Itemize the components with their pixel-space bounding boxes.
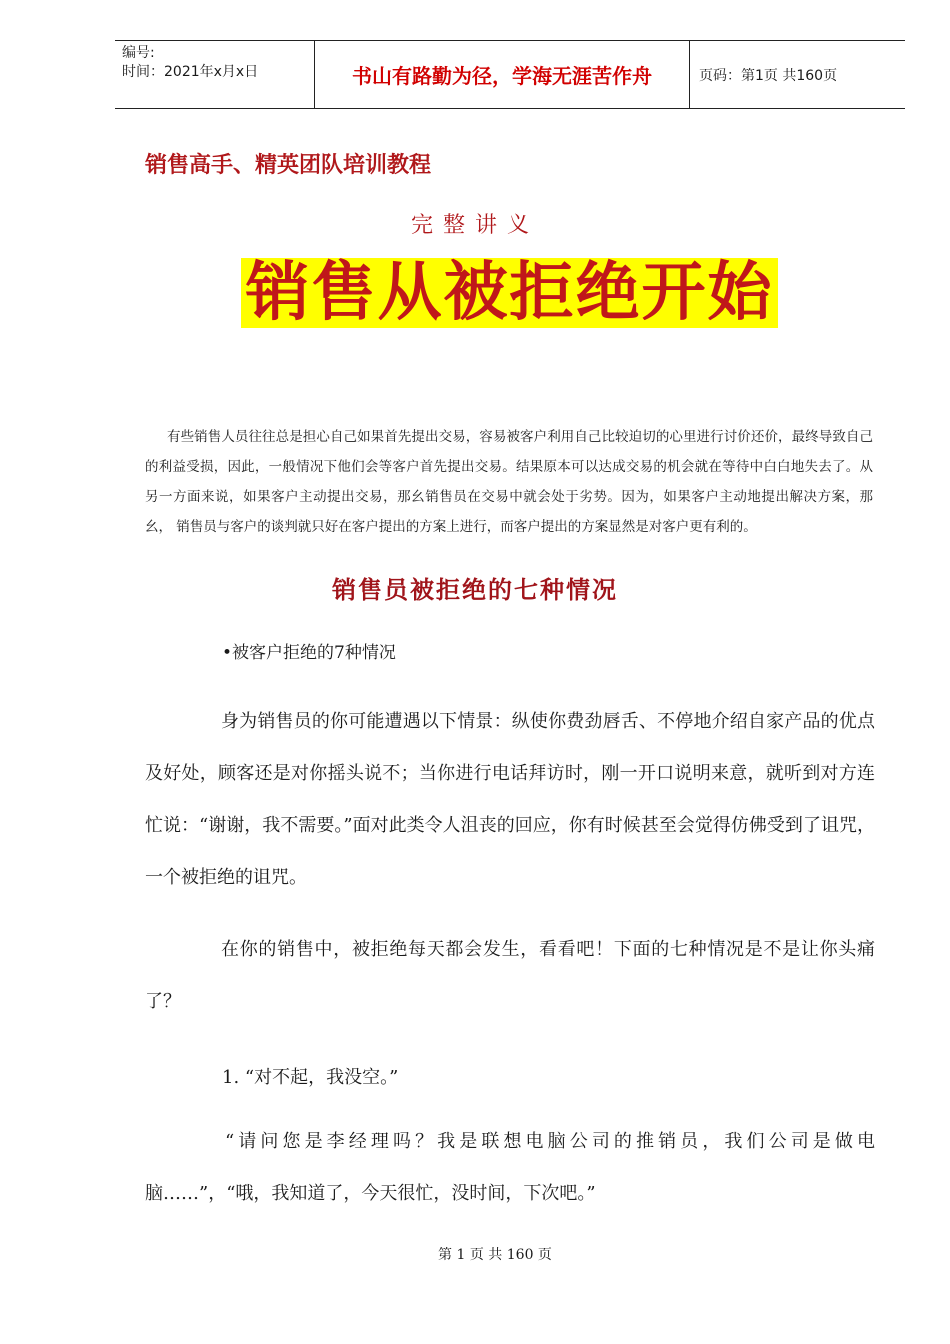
header-motto: 书山有路勤为径，学海无涯苦作舟 (315, 41, 690, 108)
body-paragraph-3: “请问您是李经理吗？我是联想电脑公司的推销员，我们公司是做电脑……”，“哦，我知道了，今天很忙，没时间，下次吧。” (145, 1131, 875, 1204)
main-title: 销售从被拒绝开始 (245, 256, 774, 330)
header-time-label: 时间：2021年x月x日 (122, 64, 259, 80)
header-number-label: 编号: (122, 45, 155, 61)
page-header-table (115, 40, 905, 109)
list-item-1: 1. “对不起，我没空。” (222, 1067, 399, 1088)
body-paragraph-1: 身为销售员的你可能遭遇以下情景：纵使你费劲唇舌、不停地介绍自家产品的优点及好处，顾客还是对你摇头说不；当你进行电话拜访时，刚一开口说明来意，就听到对方连忙说：“谢谢，我不需要。”面对此类令人沮丧的回应，你有时候甚至会觉得仿佛受到了诅咒，一个被拒绝的诅咒。 (145, 711, 875, 888)
header-meta-cell (115, 41, 315, 108)
section-title: 销售员被拒绝的七种情况 (332, 575, 618, 604)
document-subtitle: 销售高手、精英团队培训教程 (145, 152, 432, 178)
body-paragraph-2: 在你的销售中，被拒绝每天都会发生，看看吧！下面的七种情况是不是让你头痛了？ (145, 939, 875, 1012)
header-page-label: 页码：第1页 共160页 (699, 67, 838, 84)
page-footer: 第 1 页 共 160 页 (438, 1247, 552, 1263)
bullet-item: •被客户拒绝的7种情况 (222, 643, 396, 663)
complete-notes-label: 完整讲义 (410, 213, 539, 238)
intro-paragraph: 有些销售人员往往总是担心自己如果首先提出交易，容易被客户利用自己比较迫切的心里进行讨价还价，最终导致自己的利益受损，因此，一般情况下他们会等客户首先提出交易。结果原本可以达成交易的机会就在等待中白白地失去了。从另一方面来说，如果客户主动提出交易，那幺销售员在交易中就会处于劣势。因为，如果客户主动地提出解决方案，那幺， 销售员与客户的谈判就只好在客户提出的方案上进行，而客户提出的方案显然是对客户更有利的。 (145, 429, 873, 535)
